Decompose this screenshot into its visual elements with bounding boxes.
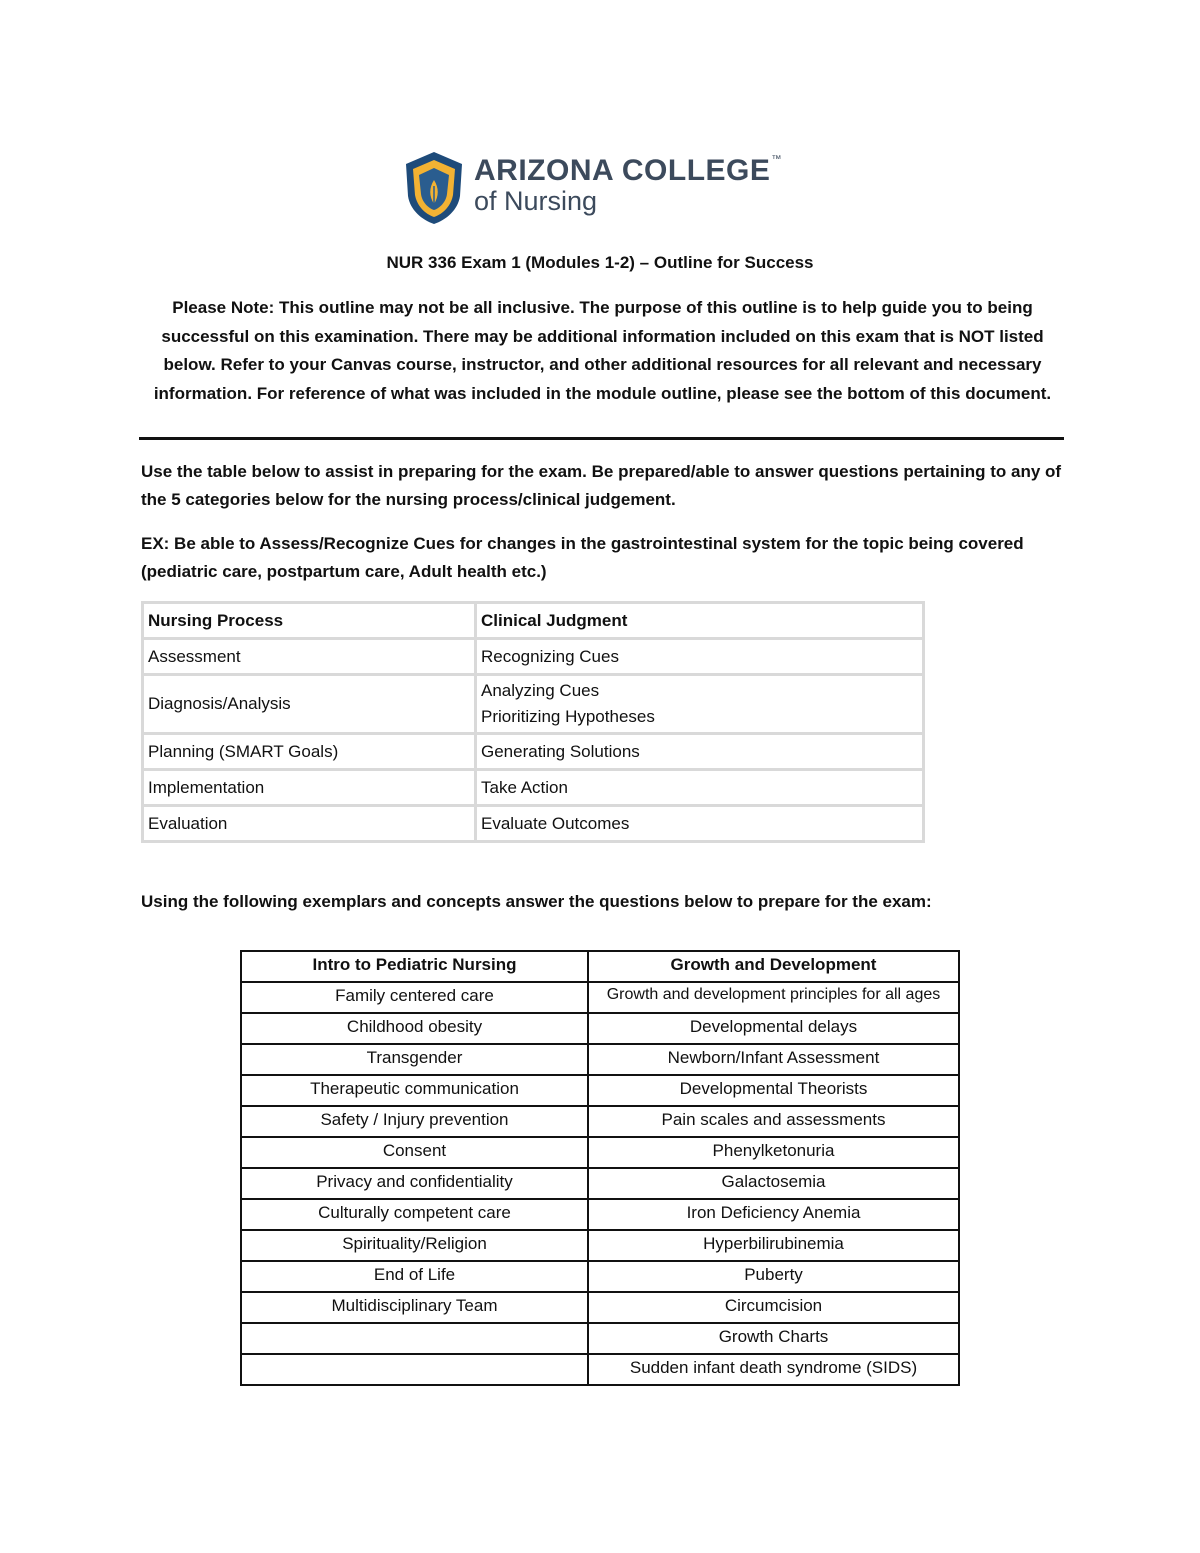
college-logo [402, 150, 802, 230]
table-cell: Galactosemia [588, 1168, 959, 1199]
table-cell: Assessment [144, 640, 474, 673]
exemplars-instructions: Using the following exemplars and concepts answer the questions below to prepare for the exam: [141, 892, 932, 911]
table-instructions: Use the table below to assist in preparing for the exam. Be prepared/able to answer questions pertaining to any of the 5 categories below for the nursing process/clinical judgement. [141, 462, 1062, 509]
table-cell: Consent [241, 1137, 588, 1168]
table-row [144, 771, 922, 804]
table-cell: Spirituality/Religion [241, 1230, 588, 1261]
table-cell: Implementation [144, 771, 474, 804]
nursing-process-table [141, 601, 925, 843]
table-cell: Iron Deficiency Anemia [588, 1199, 959, 1230]
table-cell: Safety / Injury prevention [241, 1106, 588, 1137]
table-cell: Family centered care [241, 982, 588, 1013]
table-cell-line: Prioritizing Hypotheses [481, 707, 655, 726]
header-clinical-judgment: Clinical Judgment [477, 604, 922, 637]
table-cell: Growth Charts [588, 1323, 959, 1354]
table-row [144, 640, 922, 673]
table-cell: Circumcision [588, 1292, 959, 1323]
table-row [241, 1354, 959, 1385]
table-cell: Evaluation [144, 807, 474, 840]
table-cell: Culturally competent care [241, 1199, 588, 1230]
table-cell: End of Life [241, 1261, 588, 1292]
table-cell: Developmental delays [588, 1013, 959, 1044]
table-row [241, 1044, 959, 1075]
table-cell-text: Growth and development principles for all ages [606, 986, 941, 1003]
table-cell: Multidisciplinary Team [241, 1292, 588, 1323]
table-cell: Hyperbilirubinemia [588, 1230, 959, 1261]
table-cell: Recognizing Cues [477, 640, 922, 673]
table-row [241, 1106, 959, 1137]
table-cell: Take Action [477, 771, 922, 804]
logo-subtitle: of Nursing [474, 186, 598, 216]
table-row [241, 1013, 959, 1044]
table-row [241, 1261, 959, 1292]
header-nursing-process: Nursing Process [144, 604, 474, 637]
table-cell: Developmental Theorists [588, 1075, 959, 1106]
header-intro-pediatric: Intro to Pediatric Nursing [241, 951, 588, 982]
table-row [241, 1075, 959, 1106]
table-cell: Newborn/Infant Assessment [588, 1044, 959, 1075]
table-cell: Therapeutic communication [241, 1075, 588, 1106]
table-row [144, 676, 922, 732]
table-cell: Childhood obesity [241, 1013, 588, 1044]
table-row [241, 982, 959, 1013]
shield-icon [402, 150, 466, 226]
table-row [144, 807, 922, 840]
table-cell: Diagnosis/Analysis [144, 676, 474, 732]
logo-wordmark: ARIZONA COLLEGE™ [474, 154, 782, 187]
table-cell: Puberty [588, 1261, 959, 1292]
table-cell: Privacy and confidentiality [241, 1168, 588, 1199]
table-cell [588, 982, 959, 1013]
table-row [241, 1292, 959, 1323]
table-cell-line: Analyzing Cues [481, 681, 600, 700]
exemplars-table [240, 950, 960, 1386]
table-header-row [144, 604, 922, 637]
table-cell [241, 1323, 588, 1354]
table-cell [241, 1354, 588, 1385]
disclaimer-note: Please Note: This outline may not be all inclusive. The purpose of this outline is to help guide you to being successful on this examination. There may be additional information included on this exam that is NOT listed below. Refer to your Canvas course, instructor, and other additional resources for all relevant and necessary information. For reference of what was included in the module outline, please see the bottom of this document. [153, 298, 1052, 403]
table-row [241, 1230, 959, 1261]
table-cell: Evaluate Outcomes [477, 807, 922, 840]
table-cell: Pain scales and assessments [588, 1106, 959, 1137]
table-cell [477, 676, 922, 732]
table-cell: Transgender [241, 1044, 588, 1075]
table-row [241, 1168, 959, 1199]
document-title: NUR 336 Exam 1 (Modules 1-2) – Outline for Success [386, 253, 814, 272]
table-cell: Planning (SMART Goals) [144, 735, 474, 768]
example-text: EX: Be able to Assess/Recognize Cues for changes in the gastrointestinal system for the topic being covered (pediatric care, postpartum care, Adult health etc.) [141, 534, 1024, 581]
table-header-row [241, 951, 959, 982]
table-row [144, 735, 922, 768]
horizontal-divider [139, 437, 1064, 440]
header-growth-development: Growth and Development [588, 951, 959, 982]
table-cell: Phenylketonuria [588, 1137, 959, 1168]
table-row [241, 1323, 959, 1354]
table-cell: Sudden infant death syndrome (SIDS) [588, 1354, 959, 1385]
table-cell: Generating Solutions [477, 735, 922, 768]
table-row [241, 1199, 959, 1230]
table-row [241, 1137, 959, 1168]
